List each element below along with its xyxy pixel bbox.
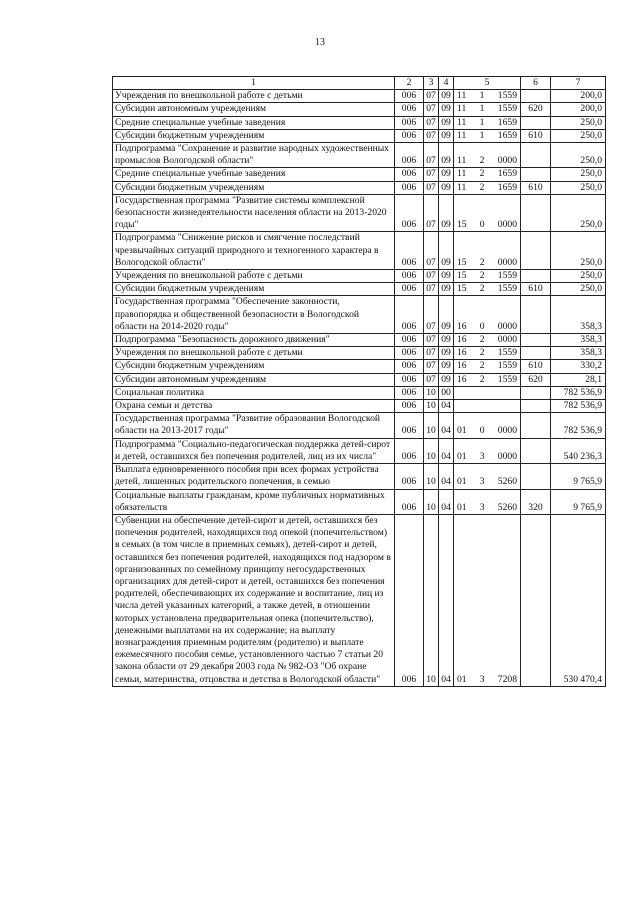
program-code: 11: [457, 155, 467, 167]
direction-code: 7208: [497, 673, 517, 685]
subprogram-code: 0: [479, 320, 485, 332]
table-row: [113, 232, 606, 270]
table-row: [113, 386, 606, 399]
row-name: Субсидии бюджетным учреждениям: [113, 360, 395, 373]
table-row: [113, 103, 606, 116]
cell-subsection: 09: [439, 334, 454, 347]
cell-amount: 782 536,9: [551, 413, 606, 438]
cell-subsection: 09: [439, 90, 454, 103]
cell-target-article: [454, 143, 521, 168]
cell-ministry: 006: [395, 181, 424, 194]
cell-amount: 28,1: [551, 373, 606, 386]
cell-subsection: 04: [439, 438, 454, 463]
cell-expense-type: 610: [521, 283, 551, 296]
cell-ministry: 006: [395, 90, 424, 103]
table-row: [113, 373, 606, 386]
table-row: [113, 464, 606, 489]
cell-expense-type: [521, 296, 551, 334]
row-name: Учреждения по внешкольной работе с детьми: [113, 270, 395, 283]
cell-expense-type: [521, 168, 551, 181]
program-code: 11: [457, 90, 467, 102]
row-name: Государственная программа "Развитие образования Вологодской области на 2013-2017 годы": [113, 413, 395, 438]
cell-amount: 358,3: [551, 334, 606, 347]
row-name: Охрана семьи и детства: [113, 400, 395, 413]
subprogram-code: 2: [479, 334, 485, 346]
cell-expense-type: [521, 90, 551, 103]
row-name: Государственная программа "Обеспечение законности, правопорядка и общественной безопасности в Вологодской области на 2014-2020 годы": [113, 296, 395, 334]
column-header-3: 3: [424, 77, 439, 90]
table-row: [113, 90, 606, 103]
table-row: [113, 334, 606, 347]
column-header-7: 7: [551, 77, 606, 90]
cell-amount: 250,0: [551, 283, 606, 296]
column-header-4: 4: [439, 77, 454, 90]
row-name: Средние специальные учебные заведения: [113, 168, 395, 181]
budget-table: [112, 76, 606, 687]
subprogram-code: 2: [479, 181, 485, 193]
cell-subsection: 04: [439, 464, 454, 489]
cell-ministry: 006: [395, 360, 424, 373]
column-header-5: 5: [454, 77, 521, 90]
program-code: 16: [457, 334, 467, 346]
cell-amount: 250,0: [551, 143, 606, 168]
cell-ministry: 006: [395, 270, 424, 283]
cell-expense-type: [521, 438, 551, 463]
program-code: 11: [457, 181, 467, 193]
cell-subsection: 00: [439, 386, 454, 399]
cell-section: 10: [424, 438, 439, 463]
cell-amount: 782 536,9: [551, 386, 606, 399]
cell-amount: 200,0: [551, 103, 606, 116]
cell-section: 07: [424, 296, 439, 334]
cell-expense-type: 320: [521, 489, 551, 514]
direction-code: 1559: [497, 283, 517, 295]
direction-code: 0000: [497, 425, 517, 437]
cell-amount: 358,3: [551, 347, 606, 360]
cell-ministry: 006: [395, 334, 424, 347]
table-row: [113, 181, 606, 194]
cell-subsection: 09: [439, 116, 454, 129]
cell-amount: 540 236,3: [551, 438, 606, 463]
subprogram-code: 2: [479, 256, 485, 268]
cell-target-article: [454, 373, 521, 386]
cell-ministry: 006: [395, 296, 424, 334]
cell-subsection: 09: [439, 103, 454, 116]
program-code: 16: [457, 347, 467, 359]
program-code: 15: [457, 219, 467, 231]
subprogram-code: 2: [479, 270, 485, 282]
table-row: [113, 283, 606, 296]
cell-expense-type: 610: [521, 181, 551, 194]
cell-amount: 250,0: [551, 129, 606, 142]
table-row: [113, 129, 606, 142]
cell-section: 07: [424, 143, 439, 168]
cell-section: 10: [424, 413, 439, 438]
cell-amount: 250,0: [551, 194, 606, 232]
cell-section: 07: [424, 232, 439, 270]
cell-target-article: [454, 168, 521, 181]
cell-ministry: 006: [395, 129, 424, 142]
direction-code: 1659: [497, 168, 517, 180]
table-row: [113, 360, 606, 373]
table-row: [113, 438, 606, 463]
table-row: [113, 168, 606, 181]
cell-section: 07: [424, 103, 439, 116]
cell-target-article: [454, 270, 521, 283]
cell-section: 07: [424, 116, 439, 129]
subprogram-code: 3: [479, 450, 485, 462]
direction-code: 5260: [497, 501, 517, 513]
subprogram-code: 2: [479, 283, 485, 295]
cell-subsection: 09: [439, 296, 454, 334]
table-row: [113, 116, 606, 129]
direction-code: 1659: [497, 116, 517, 128]
cell-amount: 250,0: [551, 181, 606, 194]
cell-target-article: [454, 194, 521, 232]
cell-expense-type: [521, 143, 551, 168]
cell-target-article: [454, 464, 521, 489]
cell-amount: 782 536,9: [551, 400, 606, 413]
row-name: Субсидии бюджетным учреждениям: [113, 181, 395, 194]
cell-ministry: 006: [395, 464, 424, 489]
row-name: Подпрограмма "Снижение рисков и смягчение последствий чрезвычайных ситуаций природного и техногенного характера в Вологодской области": [113, 232, 395, 270]
cell-subsection: 09: [439, 283, 454, 296]
column-header-6: 6: [521, 77, 551, 90]
row-name: Государственная программа "Развитие системы комплексной безопасности жизнедеятельности населения области на 2013-2020 годы": [113, 194, 395, 232]
cell-amount: 250,0: [551, 116, 606, 129]
direction-code: 0000: [497, 256, 517, 268]
cell-section: 07: [424, 347, 439, 360]
subprogram-code: 3: [479, 476, 485, 488]
cell-expense-type: [521, 232, 551, 270]
cell-target-article: [454, 296, 521, 334]
cell-subsection: 04: [439, 514, 454, 686]
cell-section: 10: [424, 386, 439, 399]
program-code: 01: [457, 501, 467, 513]
row-name: Учреждения по внешкольной работе с детьми: [113, 347, 395, 360]
cell-section: 07: [424, 90, 439, 103]
program-code: 16: [457, 373, 467, 385]
cell-section: 07: [424, 129, 439, 142]
cell-target-article: [454, 334, 521, 347]
page-number: 13: [315, 37, 325, 48]
cell-section: 07: [424, 270, 439, 283]
table-row: [113, 296, 606, 334]
subprogram-code: 2: [479, 373, 485, 385]
table-row: [113, 347, 606, 360]
cell-ministry: 006: [395, 438, 424, 463]
table-row: [113, 514, 606, 686]
direction-code: 1559: [497, 360, 517, 372]
cell-section: 07: [424, 168, 439, 181]
cell-subsection: 09: [439, 129, 454, 142]
row-name: Подпрограмма "Социально-педагогическая поддержка детей-сирот и детей, оставшихся без попечения родителей, лиц из их числа": [113, 438, 395, 463]
program-code: 11: [457, 129, 467, 141]
program-code: 11: [457, 103, 467, 115]
cell-target-article: [454, 386, 521, 399]
cell-ministry: 006: [395, 103, 424, 116]
subprogram-code: 0: [479, 425, 485, 437]
cell-target-article: [454, 438, 521, 463]
cell-amount: 250,0: [551, 168, 606, 181]
cell-subsection: 09: [439, 360, 454, 373]
program-code: 15: [457, 283, 467, 295]
cell-expense-type: [521, 116, 551, 129]
subprogram-code: 1: [479, 116, 485, 128]
program-code: 16: [457, 320, 467, 332]
direction-code: 1659: [497, 129, 517, 141]
cell-amount: 250,0: [551, 232, 606, 270]
cell-section: 10: [424, 400, 439, 413]
cell-amount: 9 765,9: [551, 489, 606, 514]
cell-amount: 9 765,9: [551, 464, 606, 489]
cell-expense-type: [521, 270, 551, 283]
row-name: Социальная политика: [113, 386, 395, 399]
subprogram-code: 2: [479, 347, 485, 359]
program-code: 01: [457, 476, 467, 488]
table-row: [113, 194, 606, 232]
program-code: 11: [457, 168, 467, 180]
cell-subsection: 09: [439, 347, 454, 360]
cell-subsection: 09: [439, 143, 454, 168]
cell-expense-type: 620: [521, 103, 551, 116]
direction-code: 1559: [497, 373, 517, 385]
column-header-2: 2: [395, 77, 424, 90]
cell-section: 07: [424, 360, 439, 373]
cell-target-article: [454, 181, 521, 194]
direction-code: 0000: [497, 155, 517, 167]
cell-section: 07: [424, 181, 439, 194]
cell-subsection: 04: [439, 400, 454, 413]
direction-code: 1559: [497, 347, 517, 359]
row-name: Средние специальные учебные заведения: [113, 116, 395, 129]
program-code: 16: [457, 360, 467, 372]
row-name: Субвенции на обеспечение детей-сирот и детей, оставшихся без попечения родителей, находящихся под опекой (попечительством) в семьях (в том числе в приемных семьях), детей-сирот и детей, оставшихся без попечения родителей, находящихся под надзором в организованных по семейному принципу негосударственных организациях для детей-сирот и детей, оставшихся без попечения родителей, обеспечивающих их содержание и воспитание, лиц из числа детей указанных категорий, а также детей, в отношении которых установлена предварительная опека (попечительство), денежными выплатами на их содержание; на выплату вознаграждения приемным родителям (родителю) и выплате ежемесячного пособия семье, установленного частью 7 статьи 20 закона области от 29 декабря 2003 года № 982-ОЗ "Об охране семьи, материнства, отцовства и детства в Вологодской области": [113, 514, 395, 686]
cell-subsection: 04: [439, 413, 454, 438]
table-body: [113, 90, 606, 687]
cell-ministry: 006: [395, 143, 424, 168]
cell-ministry: 006: [395, 489, 424, 514]
direction-code: 1559: [497, 103, 517, 115]
cell-expense-type: [521, 386, 551, 399]
cell-amount: 330,2: [551, 360, 606, 373]
direction-code: 0000: [497, 334, 517, 346]
row-name: Выплата единовременного пособия при всех формах устройства детей, лишенных родительского попечения, в семью: [113, 464, 395, 489]
cell-ministry: 006: [395, 232, 424, 270]
cell-subsection: 09: [439, 270, 454, 283]
cell-target-article: [454, 514, 521, 686]
cell-ministry: 006: [395, 194, 424, 232]
cell-ministry: 006: [395, 386, 424, 399]
header-row: [113, 77, 606, 90]
cell-amount: 530 470,4: [551, 514, 606, 686]
subprogram-code: 2: [479, 360, 485, 372]
direction-code: 0000: [497, 219, 517, 231]
cell-expense-type: [521, 347, 551, 360]
table-row: [113, 143, 606, 168]
direction-code: 1559: [497, 270, 517, 282]
cell-target-article: [454, 347, 521, 360]
cell-amount: 358,3: [551, 296, 606, 334]
table-row: [113, 413, 606, 438]
cell-expense-type: [521, 413, 551, 438]
cell-section: 10: [424, 514, 439, 686]
cell-amount: 200,0: [551, 90, 606, 103]
subprogram-code: 2: [479, 155, 485, 167]
cell-expense-type: 620: [521, 373, 551, 386]
direction-code: 1559: [497, 90, 517, 102]
cell-expense-type: [521, 194, 551, 232]
program-code: 01: [457, 425, 467, 437]
cell-target-article: [454, 103, 521, 116]
cell-target-article: [454, 413, 521, 438]
cell-subsection: 09: [439, 181, 454, 194]
cell-target-article: [454, 116, 521, 129]
cell-ministry: 006: [395, 514, 424, 686]
cell-target-article: [454, 129, 521, 142]
cell-subsection: 09: [439, 168, 454, 181]
cell-ministry: 006: [395, 400, 424, 413]
direction-code: 0000: [497, 450, 517, 462]
cell-expense-type: [521, 400, 551, 413]
subprogram-code: 3: [479, 501, 485, 513]
cell-subsection: 09: [439, 194, 454, 232]
cell-ministry: 006: [395, 168, 424, 181]
table-row: [113, 270, 606, 283]
cell-subsection: 04: [439, 489, 454, 514]
subprogram-code: 3: [479, 673, 485, 685]
cell-target-article: [454, 232, 521, 270]
cell-ministry: 006: [395, 413, 424, 438]
row-name: Субсидии бюджетным учреждениям: [113, 283, 395, 296]
subprogram-code: 0: [479, 219, 485, 231]
subprogram-code: 2: [479, 168, 485, 180]
cell-section: 07: [424, 373, 439, 386]
program-code: 01: [457, 673, 467, 685]
cell-ministry: 006: [395, 373, 424, 386]
program-code: 15: [457, 270, 467, 282]
cell-target-article: [454, 90, 521, 103]
column-header-1: 1: [113, 77, 395, 90]
cell-expense-type: 610: [521, 129, 551, 142]
cell-target-article: [454, 400, 521, 413]
row-name: Учреждения по внешкольной работе с детьми: [113, 90, 395, 103]
row-name: Подпрограмма "Безопасность дорожного движения": [113, 334, 395, 347]
cell-section: 10: [424, 489, 439, 514]
table-row: [113, 400, 606, 413]
row-name: Субсидии автономным учреждениям: [113, 103, 395, 116]
cell-target-article: [454, 360, 521, 373]
cell-ministry: 006: [395, 283, 424, 296]
subprogram-code: 1: [479, 129, 485, 141]
cell-amount: 250,0: [551, 270, 606, 283]
row-name: Субсидии автономным учреждениям: [113, 373, 395, 386]
direction-code: 0000: [497, 320, 517, 332]
cell-section: 07: [424, 283, 439, 296]
cell-target-article: [454, 489, 521, 514]
cell-section: 07: [424, 334, 439, 347]
cell-target-article: [454, 283, 521, 296]
program-code: 01: [457, 450, 467, 462]
row-name: Подпрограмма "Сохранение и развитие народных художественных промыслов Вологодской области": [113, 143, 395, 168]
cell-expense-type: 610: [521, 360, 551, 373]
cell-expense-type: [521, 464, 551, 489]
direction-code: 5260: [497, 476, 517, 488]
cell-ministry: 006: [395, 347, 424, 360]
cell-subsection: 09: [439, 373, 454, 386]
cell-section: 07: [424, 194, 439, 232]
cell-section: 10: [424, 464, 439, 489]
row-name: Социальные выплаты гражданам, кроме публичных нормативных обязательств: [113, 489, 395, 514]
program-code: 11: [457, 116, 467, 128]
cell-expense-type: [521, 514, 551, 686]
table-row: [113, 489, 606, 514]
cell-subsection: 09: [439, 232, 454, 270]
cell-ministry: 006: [395, 116, 424, 129]
subprogram-code: 1: [479, 103, 485, 115]
cell-expense-type: [521, 334, 551, 347]
subprogram-code: 1: [479, 90, 485, 102]
direction-code: 1659: [497, 181, 517, 193]
row-name: Субсидии бюджетным учреждениям: [113, 129, 395, 142]
program-code: 15: [457, 256, 467, 268]
